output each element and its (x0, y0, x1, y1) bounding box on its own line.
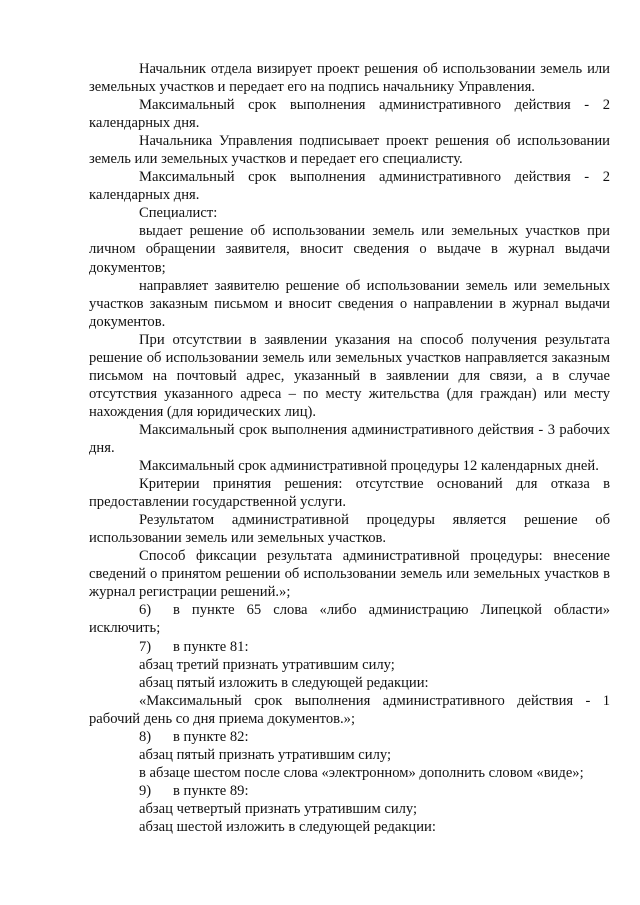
paragraph: в абзаце шестом после слова «электронном» дополнить словом «виде»; (139, 764, 584, 781)
paragraph: Способ фиксации результата административной процедуры: внесение сведений о принятом решении об использовании земель или земельных участков в журнал регистрации решений.»; (89, 548, 610, 601)
list-item-6 (89, 601, 610, 637)
paragraph: абзац шестой изложить в следующей редакции: (139, 818, 436, 835)
list-item-8 (89, 728, 610, 746)
paragraph: Начальник отдела визирует проект решения об использовании земель или земельных участков и передает его на подпись начальнику Управления. (89, 61, 610, 96)
item-number: 9) (139, 782, 152, 799)
paragraph: Максимальный срок выполнения административного действия - 2 календарных дня. (89, 97, 610, 132)
paragraph: абзац четвертый признать утратившим силу; (139, 800, 418, 817)
paragraph: абзац пятый признать утратившим силу; (139, 746, 392, 763)
paragraph: При отсутствии в заявлении указания на способ получения результата решение об использовании земель или земельных участков направляется заказным письмом на почтовый адрес, указанный в заявлении для связи, а в случае отсутствия указанного адреса – по месту жительства (для граждан) или месту нахождения (для юридических лиц). (89, 331, 610, 420)
paragraph: Критерии принятия решения: отсутствие оснований для отказа в предоставлении государственной услуги. (89, 476, 610, 511)
paragraph: направляет заявителю решение об использовании земель или земельных участков заказным письмом и вносит сведения о направлении в журнал выдачи документов. (89, 277, 610, 330)
item-text: в пункте 82: (173, 728, 249, 745)
item-number: 7) (139, 638, 152, 655)
item-text: в пункте 81: (173, 638, 249, 655)
paragraph: Результатом административной процедуры является решение об использовании земель или земельных участков. (89, 512, 610, 547)
paragraph: выдает решение об использовании земель или земельных участков при личном обращении заявителя, вносит сведения о выдаче в журнал выдачи документов; (89, 223, 610, 276)
item-number: 8) (139, 728, 152, 745)
paragraph: Максимальный срок выполнения административного действия - 2 календарных дня. (89, 169, 610, 204)
list-item-7 (89, 638, 610, 656)
paragraph: Начальника Управления подписывает проект решения об использовании земель или земельных участков и передает его специалисту. (89, 133, 610, 168)
paragraph: «Максимальный срок выполнения административного действия - 1 рабочий день со дня приема документов.»; (89, 692, 610, 727)
paragraph: Максимальный срок выполнения административного действия - 3 рабочих дня. (89, 421, 610, 456)
paragraph: Максимальный срок административной процедуры 12 календарных дней. (139, 458, 599, 475)
paragraph: абзац третий признать утратившим силу; (139, 656, 395, 673)
paragraph: абзац пятый изложить в следующей редакции: (139, 674, 429, 691)
document-body (89, 60, 610, 836)
list-item-9 (89, 782, 610, 800)
item-text: в пункте 89: (173, 782, 249, 799)
paragraph: Специалист: (139, 205, 218, 222)
item-text: в пункте 65 слова «либо администрацию Липецкой области» исключить; (89, 602, 610, 637)
item-number: 6) (139, 602, 152, 619)
